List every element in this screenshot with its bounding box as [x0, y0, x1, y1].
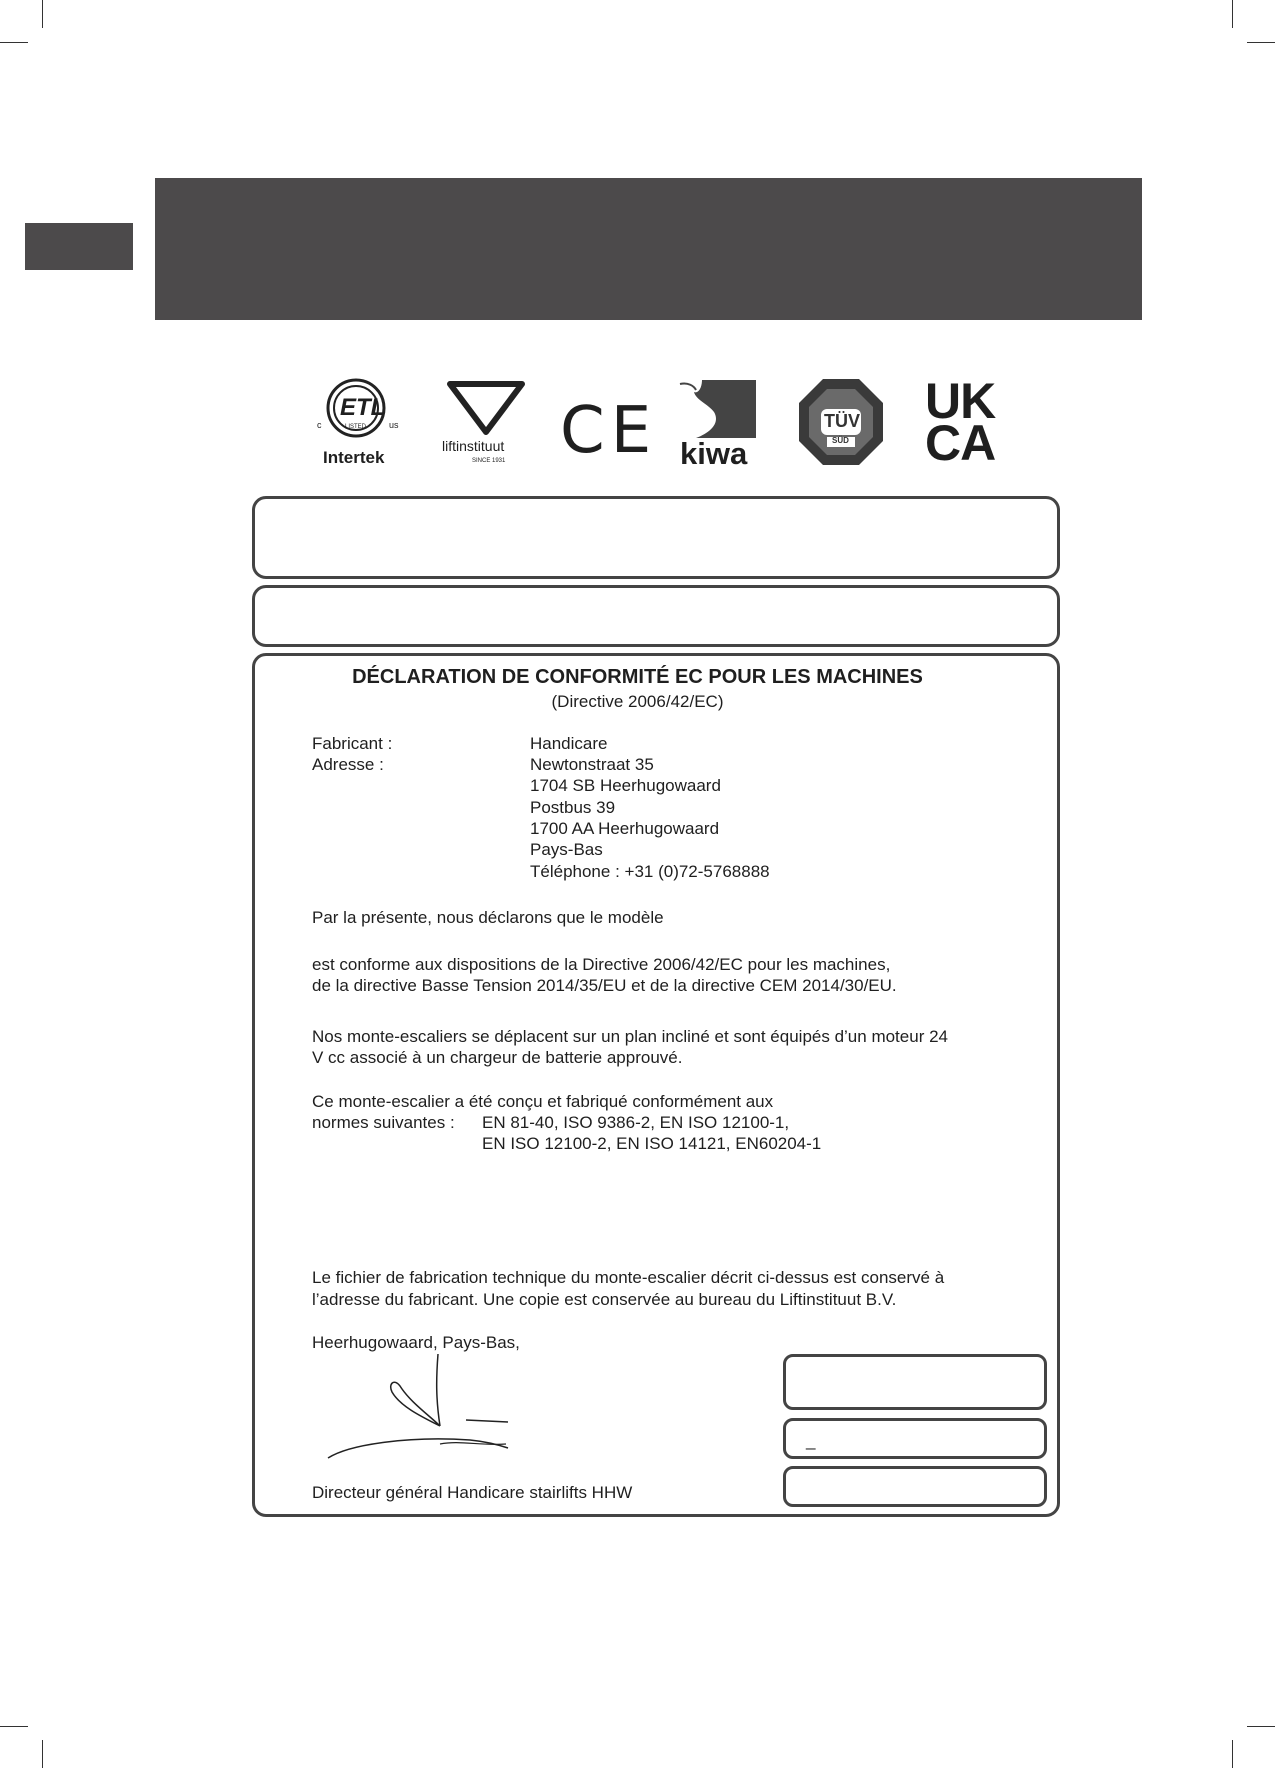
crop-mark: [42, 1740, 43, 1768]
etl-text: ETL: [340, 394, 386, 421]
address-line: Pays-Bas: [530, 840, 603, 859]
crop-mark: [1247, 1726, 1275, 1727]
ce-logo: [560, 394, 658, 468]
signatory: Directeur général Handicare stairlifts HHW: [312, 1483, 633, 1502]
tuv-text: TÜV: [824, 411, 860, 431]
side-tab: [25, 223, 133, 270]
liftinstituut-logo: [436, 378, 536, 470]
liftinstituut-text: liftinstituut: [442, 438, 505, 454]
standards-line: EN 81-40, ISO 9386-2, EN ISO 12100-1,: [482, 1113, 790, 1132]
liftinstituut-since-text: SINCE 1931: [472, 458, 506, 464]
manufacturer-label: Fabricant :: [312, 734, 393, 753]
motor-line: Nos monte-escaliers se déplacent sur un plan incliné et sont équipés d’un moteur 24: [312, 1027, 948, 1046]
kiwa-text: kiwa: [680, 436, 748, 471]
technical-file-line: l’adresse du fabricant. Une copie est conservée au bureau du Liftinstituut B.V.: [312, 1290, 897, 1309]
etl-listed-text: LISTED: [345, 424, 367, 430]
header-bar: [155, 178, 1142, 320]
address-line: 1704 SB Heerhugowaard: [530, 776, 721, 795]
declaration-subtitle: (Directive 2006/42/EC): [551, 692, 724, 711]
crop-mark: [42, 0, 43, 28]
tuv-sud-text: SÜD: [832, 436, 849, 445]
ukca-line1: UK: [925, 373, 996, 429]
signature-box-2: [783, 1418, 1047, 1459]
etl-us-text: us: [389, 420, 399, 430]
box-dash: _: [806, 1431, 816, 1450]
ukca-logo: [925, 373, 1015, 471]
intertek-text: Intertek: [323, 448, 385, 467]
standards-line: EN ISO 12100-2, EN ISO 14121, EN60204-1: [482, 1134, 822, 1153]
address-label: Adresse :: [312, 755, 384, 774]
kiwa-mark-icon: [678, 378, 758, 440]
intertek-logo: [313, 378, 403, 470]
etl-c-text: c: [317, 420, 322, 430]
crop-mark: [0, 42, 28, 43]
address-phone: Téléphone : +31 (0)72-5768888: [530, 862, 770, 881]
motor-line: V cc associé à un chargeur de batterie approuvé.: [312, 1048, 683, 1067]
crop-mark: [0, 1726, 28, 1727]
tuv-logo: [797, 377, 885, 467]
address-line: 1700 AA Heerhugowaard: [530, 819, 720, 838]
address-line: Newtonstraat 35: [530, 755, 654, 774]
ukca-line2: CA: [925, 415, 996, 471]
signature-box-1: [783, 1354, 1047, 1410]
signature-icon: [320, 1350, 520, 1470]
place: Heerhugowaard, Pays-Bas,: [312, 1333, 520, 1352]
technical-file-line: Le fichier de fabrication technique du monte-escalier décrit ci-dessus est conservé à: [312, 1268, 945, 1287]
ce-text: CE: [560, 394, 658, 468]
manufacturer-value: Handicare: [530, 734, 608, 753]
standards-intro: Ce monte-escalier a été conçu et fabriqué conformément aux: [312, 1092, 774, 1111]
empty-box-middle: [252, 585, 1060, 647]
crop-mark: [1232, 1740, 1233, 1768]
crop-mark: [1247, 42, 1275, 43]
conformity-line: est conforme aux dispositions de la Directive 2006/42/EC pour les machines,: [312, 955, 891, 974]
standards-label: normes suivantes :: [312, 1113, 455, 1132]
signature-box-3: [783, 1466, 1047, 1507]
declaration-title: DÉCLARATION DE CONFORMITÉ EC POUR LES MACHINES: [352, 666, 923, 688]
empty-box-top: [252, 496, 1060, 579]
crop-mark: [1232, 0, 1233, 28]
model-intro: Par la présente, nous déclarons que le modèle: [312, 908, 664, 927]
conformity-line: de la directive Basse Tension 2014/35/EU et de la directive CEM 2014/30/EU.: [312, 976, 897, 995]
address-line: Postbus 39: [530, 798, 616, 817]
liftinstituut-mark-icon: [436, 378, 536, 442]
kiwa-logo: [678, 378, 758, 470]
